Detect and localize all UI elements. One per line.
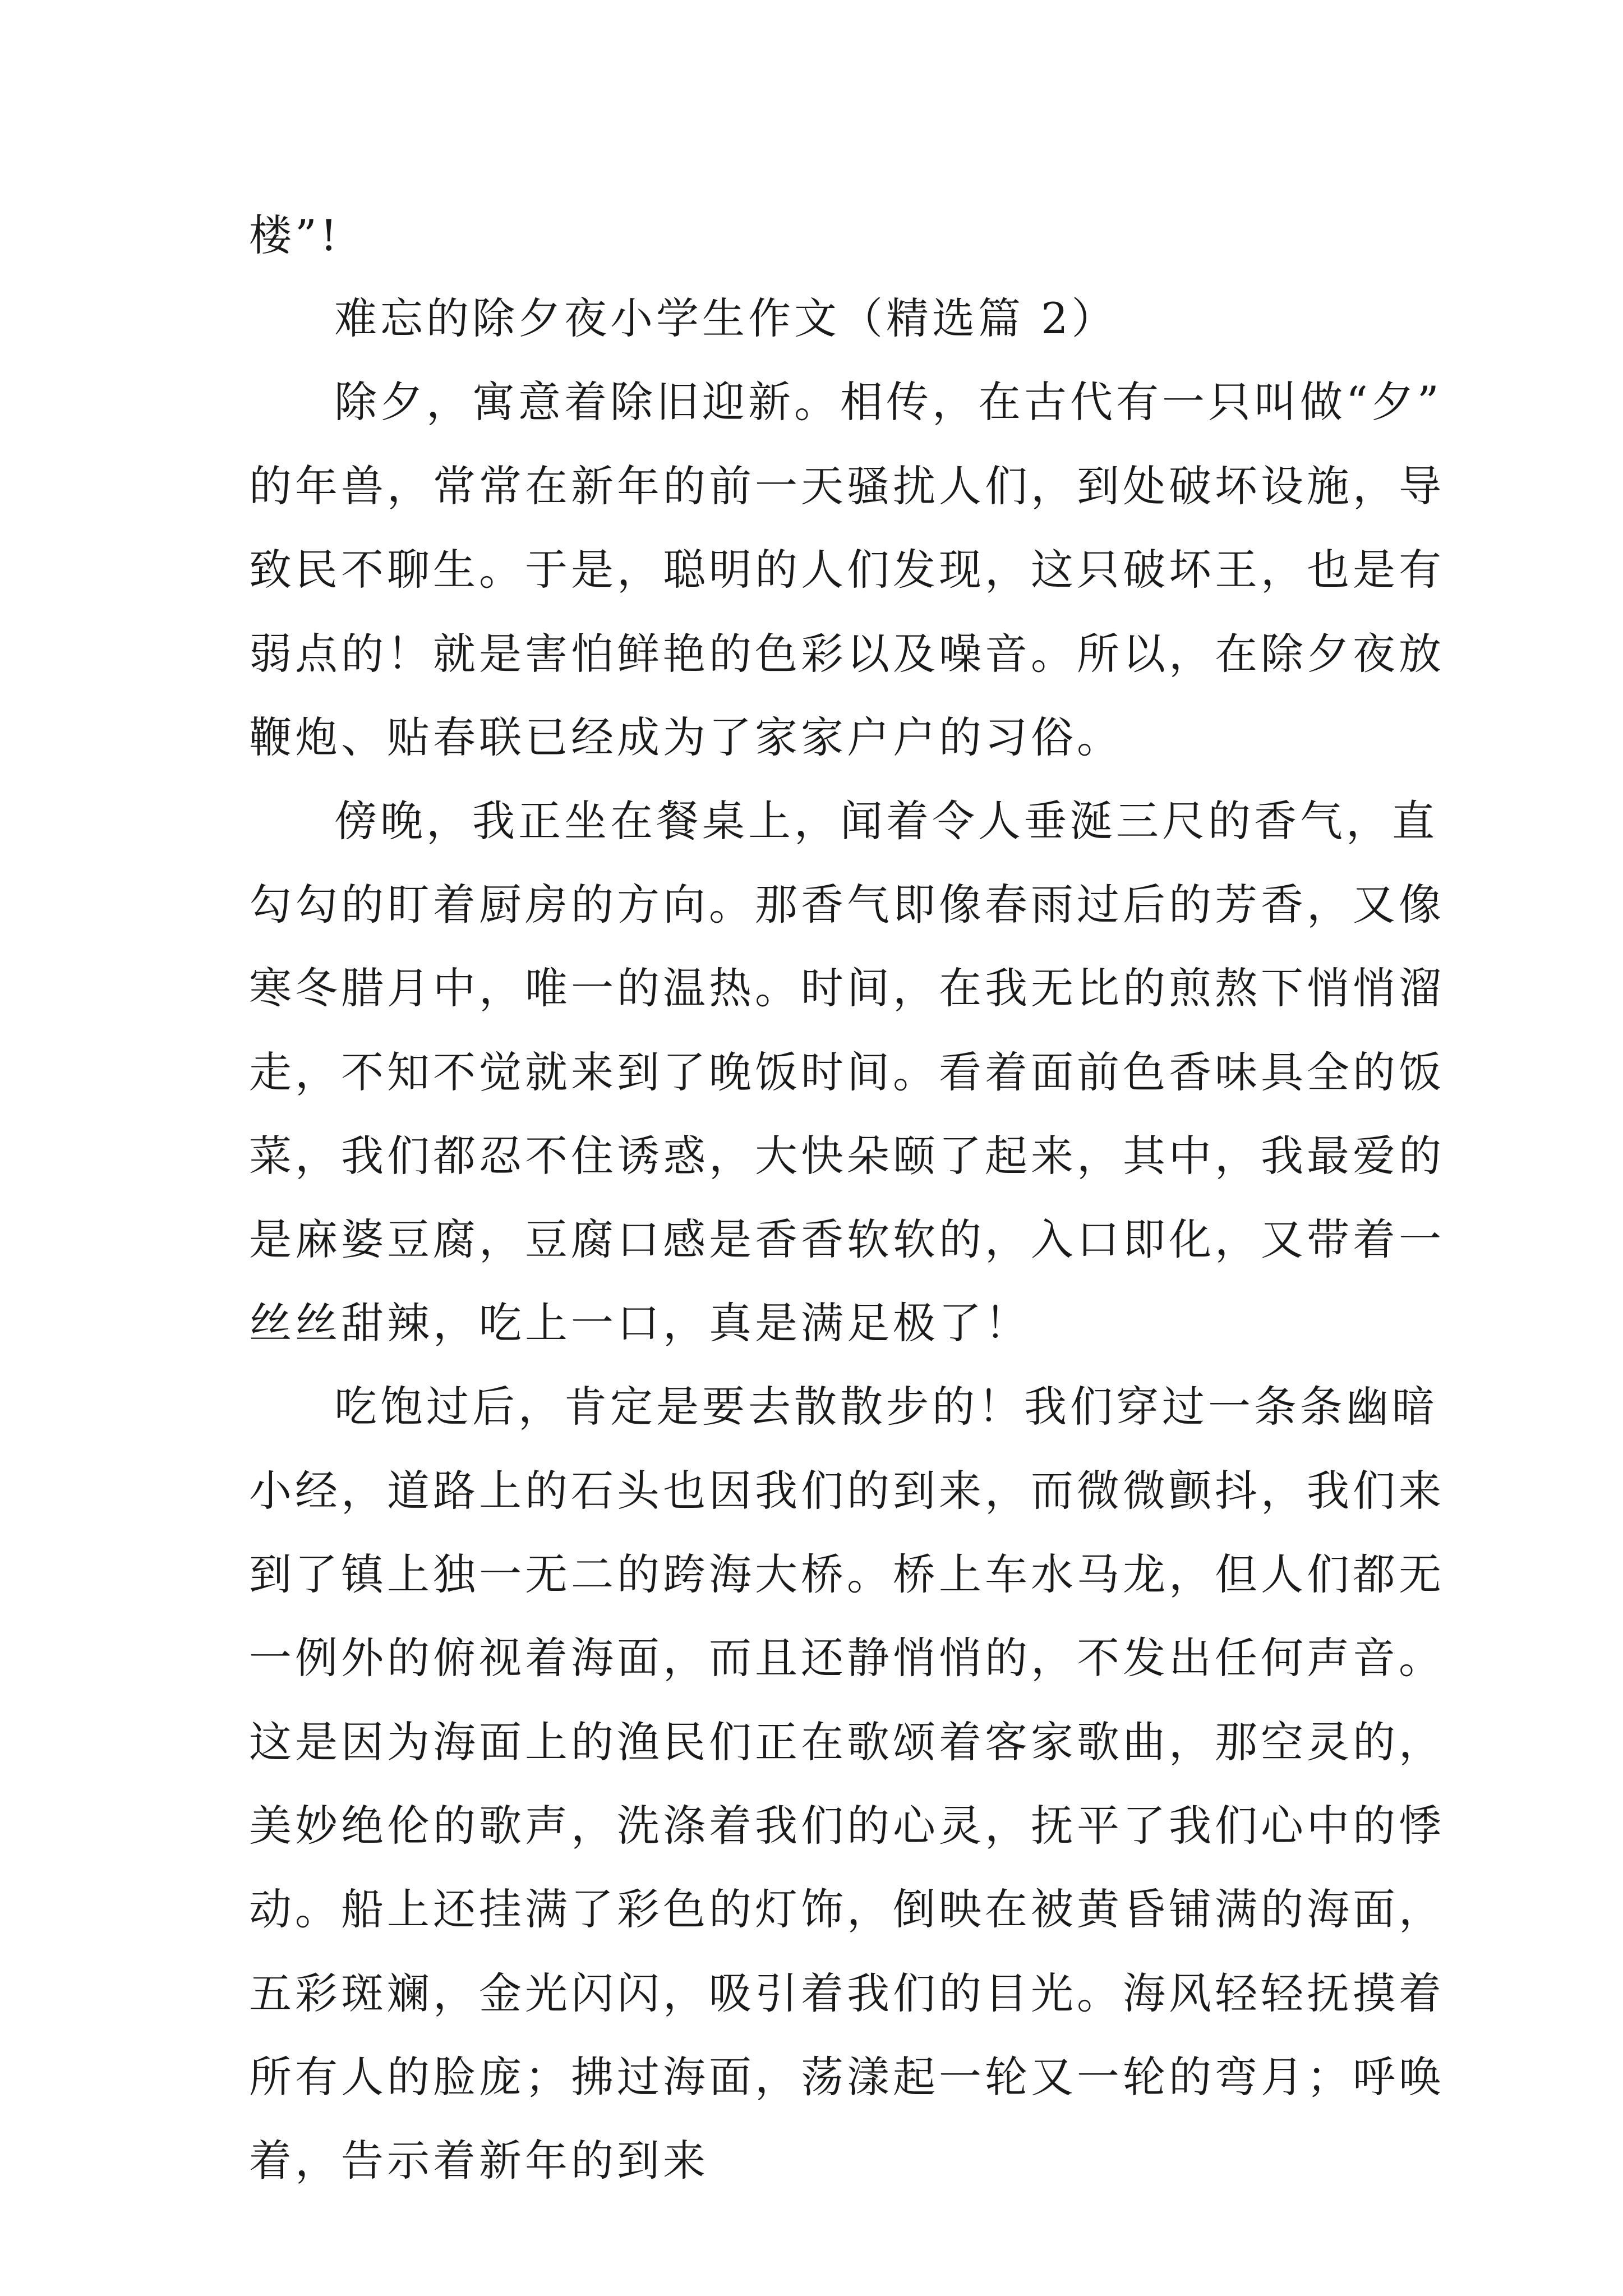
paragraph-2-line-1: 傍晚，我正坐在餐桌上，闻着令人垂涎三尺的香气，直 (334, 796, 1438, 846)
paragraph-3-line-1: 吃饱过后，肯定是要去散散步的！我们穿过一条条幽暗 (334, 1382, 1438, 1432)
paragraph-3-line-5: 这是因为海面上的渔民们正在歌颂着客家歌曲，那空灵的， (249, 1717, 1445, 1767)
text-line-1: 楼”! (249, 210, 341, 260)
paragraph-1-line-1: 除夕，寓意着除旧迎新。相传，在古代有一只叫做“夕” (334, 377, 1442, 427)
paragraph-3-line-4: 一例外的俯视着海面，而且还静悄悄的，不发出任何声音。 (249, 1633, 1445, 1683)
paragraph-1-line-4: 弱点的！就是害怕鲜艳的色彩以及噪音。所以，在除夕夜放 (249, 629, 1445, 679)
paragraph-3-line-8: 五彩斑斓，金光闪闪，吸引着我们的目光。海风轻轻抚摸着 (249, 1968, 1445, 2018)
paragraph-3-line-7: 动。船上还挂满了彩色的灯饰，倒映在被黄昏铺满的海面， (249, 1884, 1445, 1934)
paragraph-2-line-7: 丝丝甜辣，吃上一口，真是满足极了！ (249, 1298, 1031, 1348)
paragraph-3-line-3: 到了镇上独一无二的跨海大桥。桥上车水马龙，但人们都无 (249, 1549, 1445, 1599)
paragraph-3-line-6: 美妙绝伦的歌声，洗涤着我们的心灵，抚平了我们心中的悸 (249, 1801, 1445, 1851)
paragraph-1-line-2: 的年兽，常常在新年的前一天骚扰人们，到处破坏设施，导 (249, 461, 1445, 511)
paragraph-2-line-2: 勾勾的盯着厨房的方向。那香气即像春雨过后的芳香，又像 (249, 880, 1445, 930)
paragraph-2-line-5: 菜，我们都忍不住诱惑，大快朵颐了起来，其中，我最爱的 (249, 1131, 1445, 1181)
paragraph-2-line-6: 是麻婆豆腐，豆腐口感是香香软软的，入口即化，又带着一 (249, 1214, 1445, 1264)
paragraph-1-line-5: 鞭炮、贴春联已经成为了家家户户的习俗。 (249, 712, 1123, 762)
paragraph-1-line-3: 致民不聊生。于是，聪明的人们发现，这只破坏王，也是有 (249, 545, 1445, 595)
section-heading: 难忘的除夕夜小学生作文（精选篇 2） (334, 293, 1118, 343)
paragraph-3-line-9: 所有人的脸庞；拂过海面，荡漾起一轮又一轮的弯月；呼唤 (249, 2052, 1445, 2102)
paragraph-3-line-2: 小经，道路上的石头也因我们的到来，而微微颤抖，我们来 (249, 1466, 1445, 1516)
paragraph-3-line-10: 着，告示着新年的到来 (249, 2136, 709, 2185)
paragraph-2-line-3: 寒冬腊月中，唯一的温热。时间，在我无比的煎熬下悄悄溜 (249, 963, 1445, 1013)
paragraph-2-line-4: 走，不知不觉就来到了晚饭时间。看着面前色香味具全的饭 (249, 1047, 1445, 1097)
